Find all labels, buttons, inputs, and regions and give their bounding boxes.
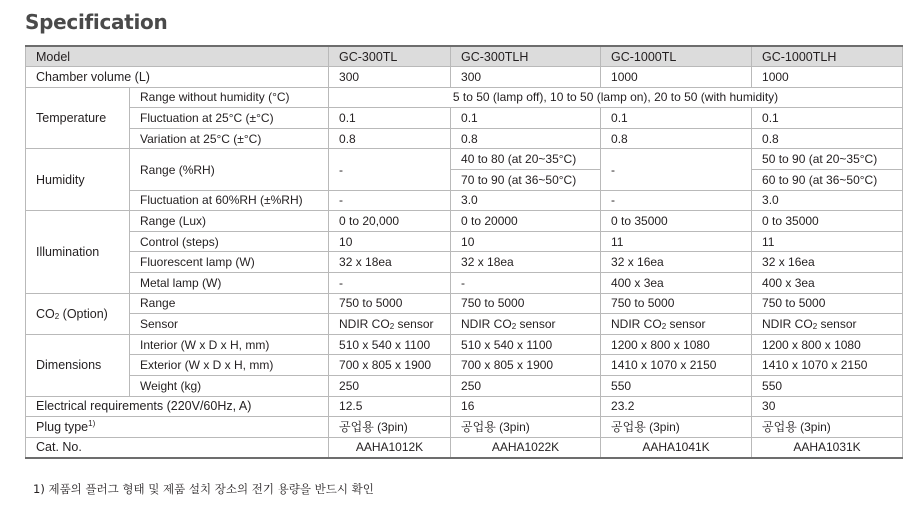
temperature-range-row	[26, 87, 903, 108]
header-row	[26, 46, 903, 67]
model-col-4: GC-1000TLH	[752, 46, 903, 67]
cell: 11	[752, 231, 903, 252]
cell: 300	[451, 67, 601, 88]
cell: 300	[329, 67, 451, 88]
cell: -	[601, 190, 752, 211]
dimensions-exterior-row	[26, 355, 903, 376]
temperature-label: Temperature	[26, 87, 130, 149]
cell: 550	[752, 376, 903, 397]
temperature-var-row	[26, 128, 903, 149]
cell: 0.1	[601, 108, 752, 129]
cell: 750 to 5000	[752, 293, 903, 314]
co2-sensor-label: Sensor	[130, 314, 329, 335]
cell: 1410 x 1070 x 2150	[601, 355, 752, 376]
illumination-control-label: Control (steps)	[130, 231, 329, 252]
cell: 510 x 540 x 1100	[451, 334, 601, 355]
cell: -	[329, 273, 451, 294]
cell: 0.8	[329, 128, 451, 149]
co2-label: $CO_2$ (Option)	[26, 293, 130, 334]
cell: 10	[329, 231, 451, 252]
cell: NDIR $CO_2$ sensor	[601, 314, 752, 335]
cell: 0.1	[451, 108, 601, 129]
footnote: 1) 제품의 플러그 형태 및 제품 설치 장소의 전기 용량을 반드시 확인	[33, 482, 374, 496]
cell: 32 x 18ea	[451, 252, 601, 273]
cell: NDIR $CO_2$ sensor	[752, 314, 903, 335]
electrical-label: Electrical requirements (220V/60Hz, A)	[26, 396, 329, 417]
dimensions-weight-row	[26, 376, 903, 397]
dimensions-exterior-label: Exterior (W x D x H, mm)	[130, 355, 329, 376]
cat-no-cell: AAHA1012K	[329, 437, 451, 458]
cell: 0.8	[451, 128, 601, 149]
cat-no-cell: AAHA1031K	[752, 437, 903, 458]
cell: 공업용 (3pin)	[601, 417, 752, 438]
cell: 0 to 35000	[601, 211, 752, 232]
cell: 10	[451, 231, 601, 252]
humidity-range-row-1	[26, 149, 903, 170]
co2-range-row	[26, 293, 903, 314]
cell: 3.0	[752, 190, 903, 211]
cell: 1000	[752, 67, 903, 88]
model-col-3: GC-1000TL	[601, 46, 752, 67]
chamber-volume-row	[26, 67, 903, 88]
dimensions-weight-label: Weight (kg)	[130, 376, 329, 397]
temperature-range-value: 5 to 50 (lamp off), 10 to 50 (lamp on), 20 to 50 (with humidity)	[329, 87, 903, 108]
cell: -	[451, 273, 601, 294]
cell: 0.8	[601, 128, 752, 149]
cell: -	[601, 149, 752, 190]
cell: 250	[451, 376, 601, 397]
specification-table	[25, 45, 903, 459]
cell: 40 to 80 (at 20~35°C)	[451, 149, 601, 170]
cell: 16	[451, 396, 601, 417]
cell: 70 to 90 (at 36~50°C)	[451, 170, 601, 191]
cell: 0 to 20000	[451, 211, 601, 232]
model-header: Model	[26, 46, 329, 67]
dimensions-interior-label: Interior (W x D x H, mm)	[130, 334, 329, 355]
cell: 510 x 540 x 1100	[329, 334, 451, 355]
illumination-control-row	[26, 231, 903, 252]
cell: 공업용 (3pin)	[329, 417, 451, 438]
co2-range-label: Range	[130, 293, 329, 314]
cell: NDIR $CO_2$ sensor	[451, 314, 601, 335]
plug-type-row	[26, 417, 903, 438]
co2-sensor-row	[26, 314, 903, 335]
page-title: Specification	[25, 10, 168, 34]
chamber-volume-label: Chamber volume (L)	[26, 67, 329, 88]
cell: 0.8	[752, 128, 903, 149]
cell: 32 x 18ea	[329, 252, 451, 273]
illumination-label: Illumination	[26, 211, 130, 293]
cell: 400 x 3ea	[601, 273, 752, 294]
cell: 400 x 3ea	[752, 273, 903, 294]
cat-no-cell: AAHA1041K	[601, 437, 752, 458]
humidity-range-label: Range (%RH)	[130, 149, 329, 190]
cell: 32 x 16ea	[752, 252, 903, 273]
cell: 0.1	[329, 108, 451, 129]
illumination-range-label: Range (Lux)	[130, 211, 329, 232]
dimensions-label: Dimensions	[26, 334, 130, 396]
cell: 1200 x 800 x 1080	[752, 334, 903, 355]
cell: 0 to 20,000	[329, 211, 451, 232]
illumination-metal-label: Metal lamp (W)	[130, 273, 329, 294]
cell: 11	[601, 231, 752, 252]
cell: 32 x 16ea	[601, 252, 752, 273]
temperature-fluct-row	[26, 108, 903, 129]
cell: 60 to 90 (at 36~50°C)	[752, 170, 903, 191]
illumination-fluor-row	[26, 252, 903, 273]
electrical-row	[26, 396, 903, 417]
humidity-label: Humidity	[26, 149, 130, 211]
cell: 23.2	[601, 396, 752, 417]
plug-type-label: Plug type$^{1)}$	[26, 417, 329, 438]
model-col-1: GC-300TL	[329, 46, 451, 67]
humidity-fluct-row	[26, 190, 903, 211]
temperature-range-label: Range without humidity (°C)	[130, 87, 329, 108]
cat-no-cell: AAHA1022K	[451, 437, 601, 458]
cell: 0 to 35000	[752, 211, 903, 232]
cell: 750 to 5000	[451, 293, 601, 314]
temperature-var-label: Variation at 25°C (±°C)	[130, 128, 329, 149]
cat-no-label: Cat. No.	[26, 437, 329, 458]
cell: NDIR $CO_2$ sensor	[329, 314, 451, 335]
cell: 0.1	[752, 108, 903, 129]
cell: 750 to 5000	[329, 293, 451, 314]
humidity-fluct-label: Fluctuation at 60%RH (±%RH)	[130, 190, 329, 211]
cell: 공업용 (3pin)	[451, 417, 601, 438]
illumination-metal-row	[26, 273, 903, 294]
dimensions-interior-row	[26, 334, 903, 355]
cat-no-row	[26, 437, 903, 458]
cell: 750 to 5000	[601, 293, 752, 314]
temperature-fluct-label: Fluctuation at 25°C (±°C)	[130, 108, 329, 129]
cell: 1200 x 800 x 1080	[601, 334, 752, 355]
cell: 550	[601, 376, 752, 397]
model-col-2: GC-300TLH	[451, 46, 601, 67]
cell: 50 to 90 (at 20~35°C)	[752, 149, 903, 170]
illumination-range-row	[26, 211, 903, 232]
cell: -	[329, 149, 451, 190]
cell: 700 x 805 x 1900	[451, 355, 601, 376]
cell: 30	[752, 396, 903, 417]
cell: 700 x 805 x 1900	[329, 355, 451, 376]
illumination-fluor-label: Fluorescent lamp (W)	[130, 252, 329, 273]
cell: -	[329, 190, 451, 211]
cell: 1410 x 1070 x 2150	[752, 355, 903, 376]
cell: 공업용 (3pin)	[752, 417, 903, 438]
cell: 1000	[601, 67, 752, 88]
cell: 250	[329, 376, 451, 397]
cell: 12.5	[329, 396, 451, 417]
cell: 3.0	[451, 190, 601, 211]
